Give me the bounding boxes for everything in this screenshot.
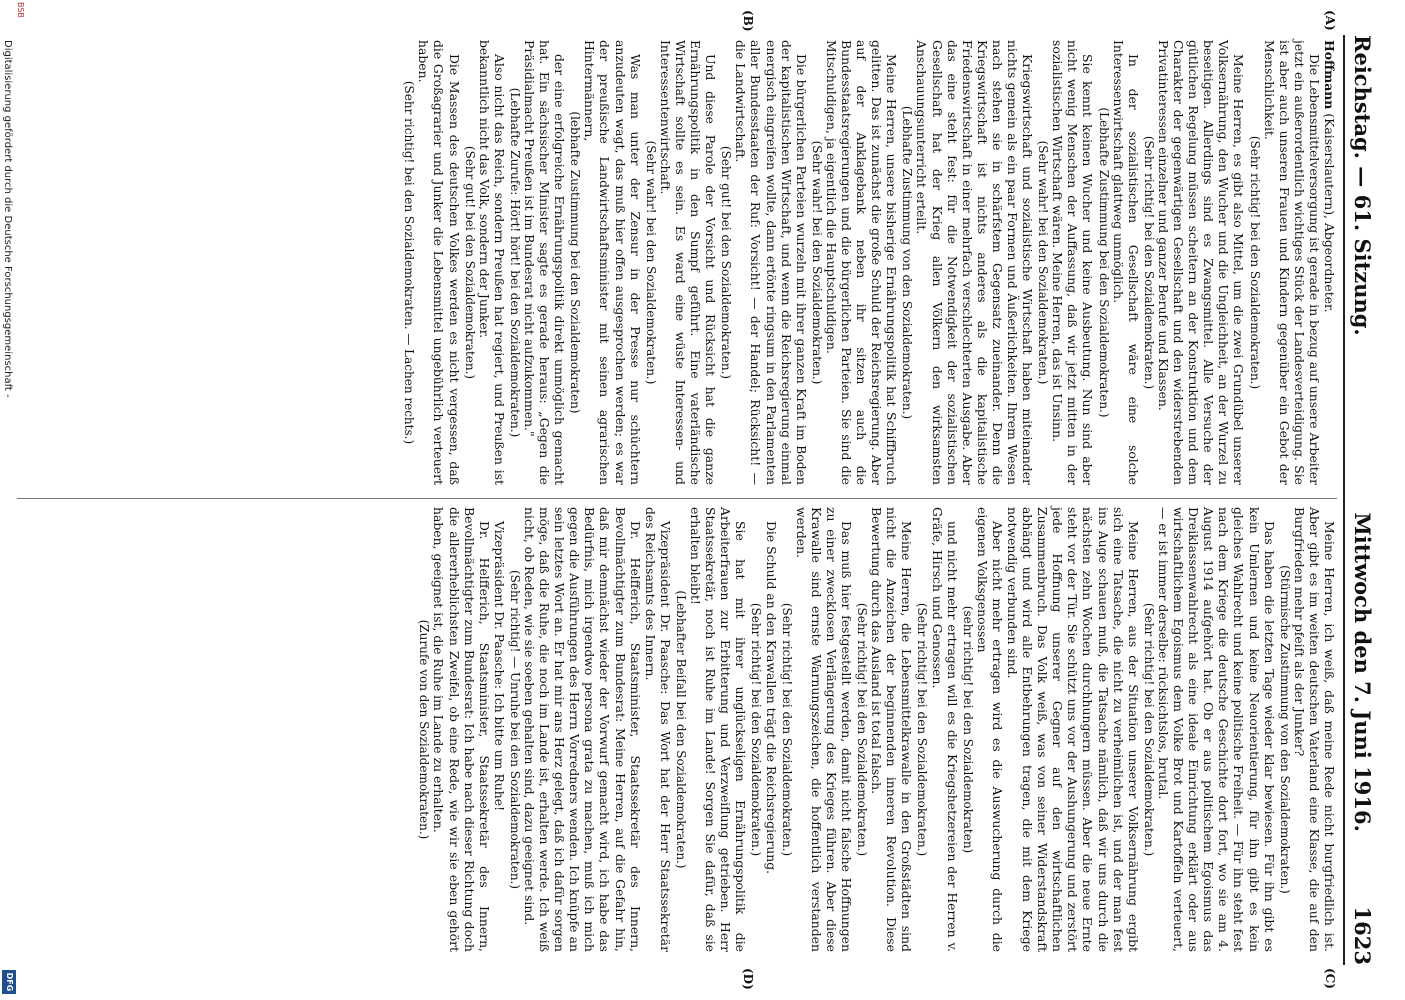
paragraph: Dr. Helfferich, Staatsminister, Staatssekretär des Innern, Bevollmächtigter zum Bundesrat: Ich habe nach dieser Richtung doch die allererheblichsten Zweifel, ob eine Rede, wie wir sie eben gehört haben, geeignet ist, die Ruhe im Lande zu erhalten.	[431, 507, 492, 952]
page-number: 1623	[1350, 906, 1375, 965]
interjection: (Sehr richtig! bei den Sozialdemokraten. — Lachen rechts.)	[402, 80, 417, 445]
paragraph: Die Massen des deutschen Volkes werden es nicht vergessen, daß die Großagrarier und Junker die Lebensmittel ungebührlich verteuert haben.	[416, 40, 462, 485]
paragraph: der eine erfolgreiche Ernährungspolitik direkt unmöglich gemacht hat. Ein sächsischer Minister sagte es gerade heraus: „Gegen die Präsidialmacht Preußen ist im Bundesrat nicht aufzukommen."	[522, 40, 568, 485]
paragraph: Das haben die letzten Tage wieder klar bewiesen. Für ihn gibt es kein Umlernen und keine Neuorientierung, für ihn gibt es kein gleiches Wahlrecht und keine politische Freiheit. — Für ihn steht fest nach dem Kriege die deutsche Geschichte dort fort, wo sie am 4. August 1914 aufgehört hat. Ob er aus politischem Egoismus das Dreiklassenwahlrecht als eine ideale Einrichtung erklärt oder aus wirtschaftlichem Egoismus dem Volke Brot und Kartoffeln verteuert, — er ist immer derselbe: rücksichtslos, brutal.	[1155, 507, 1277, 952]
paragraph: Dr. Helfferich, Staatsminister, Staatssekretär des Innern, Bevollmächtigter zum Bundesrat: Meine Herren, auf die Gefahr hin, daß mir demnächst wieder der Vorwurf gemacht wird, ich habe das Bedürfnis, mich irgendwo persona grata zu machen, muß ich mich gegen die Ausführungen des Herrn Vorredners wenden. Ich knüpfe an sein letztes Wort an. Er hat mir ans Herz gelegt, daß ich dafür sorgen möge, daß die Ruhe, die noch im Lande ist, erhalten werde. Ich weiß nicht, ob Reden, wie sie soeben gehalten sind, dazu geeignet sind.	[522, 507, 643, 952]
header-left: Reichstag. — 61. Sitzung.	[1350, 35, 1375, 336]
paragraph: Vizepräsident Dr. Paasche: Ich bitte um Ruhe!	[491, 521, 507, 812]
paragraph: Sie kennt keinen Wucher und keine Ausbeutung. Nun sind aber nicht wenig Menschen der Auffassung, daß wir jetzt mitten in der sozialistischen Wirtschaft wären. Meine Herren, das ist Unsinn.	[1050, 40, 1096, 485]
header-date: Mittwoch den 7. Juni 1916.	[1350, 512, 1375, 832]
paragraph: Meine Herren, die Lebensmittelkrawalle in den Großstädten sind nicht die Anzeichen der beginnenden inneren Revolution. Diese Bewertung durch das Ausland ist total falsch.	[869, 507, 915, 952]
interjection: (Sehr wahr! bei den Sozialdemokraten.)	[643, 140, 658, 385]
paragraph: Aber nicht mehr ertragen wird es die Auswucherung durch die eigenen Volksgenossen	[974, 507, 1005, 952]
interjection: (Sehr richtig! bei den Sozialdemokraten.)	[1247, 135, 1262, 390]
paragraph: und nicht mehr ertragen will es die Kriegshetzereien der Herren v. Gräfe, Hirsch und Genossen.	[929, 507, 960, 952]
paragraph: Die Lebensmittelversorgung ist gerade in bezug auf unsere Arbeiter jetzt ein außerordentlich wichtiges Stück der Landesverteidigung. Sie ist aber auch unseren Frauen und Kindern gegenüber ein Gebot der Menschlichkeit.	[1261, 40, 1322, 485]
interjection: (Sehr wahr! bei den Sozialdemokraten.)	[1036, 140, 1051, 385]
paragraph: Meine Herren, aus der Situation unserer Volksernährung ergibt sich eine Tatsache, die nicht zu verheimlichen ist, und der man fest ins Auge schauen muß, die Tatsache nämlich, daß wir uns durch die nächsten zehn Wochen durchhungern müssen. Aber die neue Ernte steht vor der Tür. Sie schützt uns vor der Aushungerung und zerstört jede Hoffnung unserer Gegner auf den wirtschaftlichen Zusammenbruch. Das Volk weiß, was von seiner Widerstandskraft abhängt und wird alle Entbehrungen tragen, die mit dem Kriege notwendig verbunden sind.	[1005, 507, 1141, 952]
right-column	[416, 507, 1337, 952]
paragraph: Meine Herren, ich weiß, daß meine Rede nicht burgfriedlich ist. Aber gibt es im weiten deutschen Vaterland eine Klasse, die auf den Burgfrieden mehr pfeift als der Junker?	[1291, 507, 1337, 952]
interjection: (Sehr richtig! — Unruhe bei den Sozialdemokraten.)	[507, 569, 522, 890]
interjection: (Stürmische Zustimmung von den Sozialdemokraten.)	[1277, 565, 1292, 894]
dfg-credit: Digitalisierung gefördert durch die Deutsche Forschungsgemeinschaft -	[2, 40, 13, 398]
margin-marker-d: (D)	[741, 968, 755, 990]
speaker-role: (Kaiserslautern), Abgeordneter.	[1322, 113, 1337, 313]
paragraph: Die Schuld an den Krawallen trägt die Reichsregierung.	[763, 521, 779, 875]
paragraph: Sie hat mit ihrer unglückseligen Ernährungspolitik die Arbeiterfrauen zur Erbitterung und Verzweiflung getrieben. Herr Staatssekretär, noch ist Ruhe im Lande! Sorgen Sie dafür, daß sie erhalten bleibt!	[688, 507, 749, 952]
dfg-logo: DFG	[2, 970, 16, 994]
left-column	[401, 40, 1337, 485]
interjection: (Sehr richtig! bei den Sozialdemokraten.)	[1141, 135, 1156, 390]
interjection: (sehr richtig! bei den Sozialdemokraten)	[960, 605, 975, 854]
margin-marker-b: (B)	[741, 10, 755, 32]
paragraph: Das muß hier festgestellt werden, damit nicht falsche Hoffnungen zu einer zwecklosen Verlängerung des Krieges führen. Aber diese Krawalle sind ernste Warnungszeichen, die hoffentlich verstanden werden.	[793, 507, 854, 952]
interjection: (Sehr wahr! bei den Sozialdemokraten.)	[809, 140, 824, 385]
paragraph: Die bürgerlichen Parteien wurzeln mit ihrer ganzen Kraft im Boden der kapitalistischen Wirtschaft, und wenn die Reichsregierung einmal energisch eingreifen wollte, dann ertönte ringsum in den Parlamenten aller Bundesstaaten der Ruf: Vorsicht! — der Handel; Rücksicht! — die Landwirtschaft.	[733, 40, 809, 485]
paragraph: Meine Herren, es gibt also Mittel, um die zwei Grundübel unserer Volksernährung, den Wucher und die Ungleichheit, an der Wurzel zu beseitigen. Allerdings sind es Zwangsmittel. Alle Versuche der gütlichen Regelung müssen scheitern an der Konstruktion und dem Charakter der gegenwärtigen Gesellschaft und den widerstrebenden Privatinteressen einzelner und ganzer Berufe und Klassen.	[1155, 40, 1247, 485]
paragraph: Also nicht das Reich, sondern Preußen hat regiert, und Preußen ist bekanntlich nicht das Volk, sondern der Junker.	[476, 40, 507, 485]
interjection: (Sehr richtig! bei den Sozialdemokraten.)	[915, 602, 930, 857]
interjection: (Lebhafte Zustimmung von den Sozialdemokraten.)	[900, 105, 915, 420]
header-right	[1350, 512, 1375, 965]
interjection: (Sehr richtig! bei den Sozialdemokraten.)	[749, 602, 764, 857]
interjection: (Sehr gut! bei den Sozialdemokraten.)	[719, 145, 734, 380]
interjection: (Lebhafter Beifall bei den Sozialdemokraten.)	[673, 590, 688, 869]
paragraph: In der sozialistischen Gesellschaft wäre eine solche Interessenwirtschaft glattweg unmöglich.	[1110, 40, 1141, 485]
interjection: (Lebhafte Zurufe: Hört! hört! bei den Sozialdemokraten.)	[507, 87, 522, 438]
paragraph: Was man unter der Zensur in der Presse nur schüchtern anzudeuten wagt, das muß hier offen ausgesprochen werden; es war der preußische Landwirtschaftsminister mit seinen agrarischen Hintermännern,	[582, 40, 643, 485]
column-divider	[17, 498, 1337, 499]
interjection: (Lebhafte Zustimmung bei den Sozialdemokraten.)	[1096, 107, 1111, 418]
speaker-line	[1322, 40, 1337, 485]
bsb-watermark: BSB	[16, 2, 25, 18]
paragraph: Kriegswirtschaft und sozialistische Wirtschaft haben miteinander nichts gemein als ein paar Formen und Äußerlichkeiten. Ihrem Wesen nach stehen sie in schärfstem Gegensatz zueinander. Denn die Kriegswirtschaft ist nichts anderes als die kapitalistische Friedenswirtschaft in einer mehrfach verschlechterten Ausgabe. Aber das eine steht fest: für die Notwendigkeit der sozialistischen Gesellschaft hat der Krieg allen Völkern den wirksamsten Anschauungsunterricht erteilt.	[914, 40, 1036, 485]
interjection: (Sehr richtig! bei den Sozialdemokraten.)	[855, 602, 870, 857]
page-header	[1343, 35, 1385, 965]
margin-marker-a: (A)	[1323, 10, 1337, 31]
interjection: (Sehr gut! bei den Sozialdemokraten.)	[462, 145, 477, 380]
interjection: (Sehr richtig! bei den Sozialdemokraten.)	[1141, 602, 1156, 857]
paragraph: Und diese Parole der Vorsicht und Rücksicht hat die ganze Ernährungspolitik in den Sumpf geführt. Eine vaterländische Wirtschaft sollte es sein. Es ward eine wüste Interessen- und Interessentenwirtschaft.	[657, 40, 719, 485]
interjection: (Zurufe von den Sozialdemokraten.)	[417, 619, 432, 840]
speaker-name: Hoffmann	[1322, 40, 1337, 110]
paragraph: Meine Herren, unsere bisherige Ernährungspolitik hat Schiffbruch gelitten. Das ist zunächst die große Schuld der Reichsregierung. Aber auf der Anklagebank neben ihr sitzen auch die Bundesstaatsregierungen und die bürgerlichen Parteien. Sie sind die Mitschuldigen, ja eigentlich die Hauptschuldigen.	[823, 40, 900, 485]
paragraph: Vizepräsident Dr. Paasche: Das Wort hat der Herr Staatssekretär des Reichsamts des Innern.	[642, 507, 673, 952]
margin-marker-c: (C)	[1323, 968, 1337, 989]
interjection: (Sehr richtig! bei den Sozialdemokraten.)	[779, 602, 794, 857]
interjection: (lebhafte Zustimmung bei den Sozialdemokraten)	[568, 111, 583, 414]
